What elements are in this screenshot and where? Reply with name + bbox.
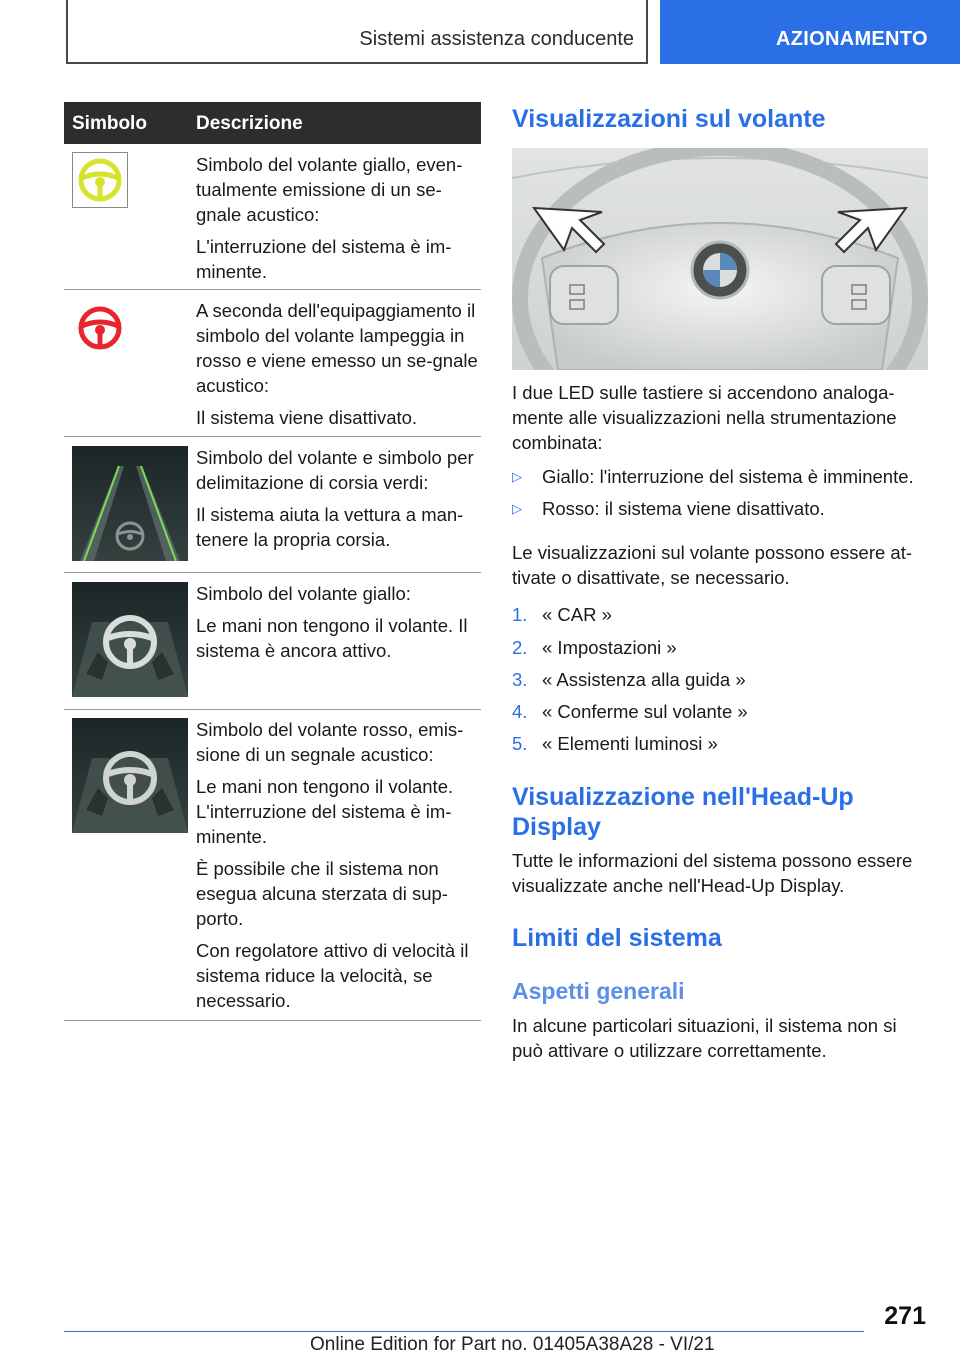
green-lane-steering-icon xyxy=(72,446,188,566)
step-number: 3. xyxy=(512,669,528,690)
yellow-hands-off-icon xyxy=(72,582,188,702)
header-chapter-title: AZIONAMENTO xyxy=(776,28,928,50)
footer-edition: Online Edition for Part no. 01405A38A28 - VI/21 xyxy=(310,1334,715,1355)
heading-system-limits: Limiti del sistema xyxy=(512,924,722,952)
red-steering-wheel-icon xyxy=(72,304,128,357)
table-header xyxy=(64,102,481,144)
triangle-bullet-icon: ▷ xyxy=(512,469,522,484)
row-4-line-1: Simbolo del volante giallo: xyxy=(196,583,411,604)
row-2-line-2: Il sistema viene disattivato. xyxy=(196,407,418,428)
table-col-symbol: Simbolo xyxy=(72,113,147,134)
heading-steering-displays: Visualizzazioni sul volante xyxy=(512,105,826,133)
table-row xyxy=(64,710,481,1020)
step-number: 5. xyxy=(512,733,528,754)
row-5-line-3: È possibile che il sistema non esegua alcuna sterzata di sup-porto. xyxy=(196,858,448,929)
limits-paragraph: In alcune particolari situazioni, il sistema non si può attivare o utilizzare correttamente. xyxy=(512,1015,897,1061)
heading-head-up-display xyxy=(512,782,854,842)
row-3-line-2: Il sistema aiuta la vettura a man-tenere la propria corsia. xyxy=(196,504,464,550)
footer-divider xyxy=(64,1331,864,1332)
yellow-steering-wheel-icon xyxy=(72,152,128,213)
page-number: 271 xyxy=(884,1302,926,1330)
steering-wheel-image xyxy=(512,148,928,370)
step-number: 2. xyxy=(512,637,528,658)
heading-head-up-line-2: Display xyxy=(512,813,601,841)
red-hands-off-icon xyxy=(72,718,188,838)
step-car: « CAR » xyxy=(542,604,612,625)
row-4-line-2: Le mani non tengono il volante. Il sistema è ancora attivo. xyxy=(196,615,468,661)
activation-paragraph: Le visualizzazioni sul volante possono essere at-tivate o disattivate, se necessario. xyxy=(512,542,913,588)
row-1-line-1: Simbolo del volante giallo, even-tualmente emissione di un se-gnale acustico: xyxy=(196,154,463,225)
bullet-red: Rosso: il sistema viene disattivato. xyxy=(542,498,825,519)
heading-head-up-line-1: Visualizzazione nell'Head-Up xyxy=(512,783,854,811)
row-5-line-4: Con regolatore attivo di velocità il sistema riduce la velocità, se necessario. xyxy=(196,940,469,1011)
step-light-elements: « Elementi luminosi » xyxy=(542,733,718,754)
bullet-yellow: Giallo: l'interruzione del sistema è imminente. xyxy=(542,466,914,487)
row-divider xyxy=(64,1020,481,1021)
step-number: 4. xyxy=(512,701,528,722)
step-steering-confirm: « Conferme sul volante » xyxy=(542,701,748,722)
step-settings: « Impostazioni » xyxy=(542,637,677,658)
subheading-general: Aspetti generali xyxy=(512,978,685,1004)
table-row xyxy=(64,290,481,436)
header-chapter-tab[interactable] xyxy=(660,0,960,64)
row-5-line-2: Le mani non tengono il volante. L'interruzione del sistema è im-minente. xyxy=(196,776,454,847)
intro-paragraph: I due LED sulle tastiere si accendono analoga-mente alle visualizzazioni nella strumentazione combinata: xyxy=(512,382,897,453)
triangle-bullet-icon: ▷ xyxy=(512,501,522,516)
header-section-box xyxy=(66,0,648,64)
header-section-title: Sistemi assistenza conducente xyxy=(359,28,634,50)
hud-paragraph: Tutte le informazioni del sistema possono essere visualizzate anche nell'Head-Up Display. xyxy=(512,850,913,896)
table-row xyxy=(64,573,481,709)
step-driving-assistance: « Assistenza alla guida » xyxy=(542,669,746,690)
row-3-line-1: Simbolo del volante e simbolo per delimitazione di corsia verdi: xyxy=(196,447,474,493)
row-5-line-1: Simbolo del volante rosso, emis-sione di un segnale acustico: xyxy=(196,719,464,765)
step-number: 1. xyxy=(512,604,528,625)
row-1-line-2: L'interruzione del sistema è im-minente. xyxy=(196,236,452,282)
table-row xyxy=(64,144,481,289)
row-2-line-1: A seconda dell'equipaggiamento il simbolo del volante lampeggia in rosso e viene emesso un se-gnale acustico: xyxy=(196,300,478,396)
table-row xyxy=(64,437,481,572)
table-col-description: Descrizione xyxy=(196,113,303,134)
